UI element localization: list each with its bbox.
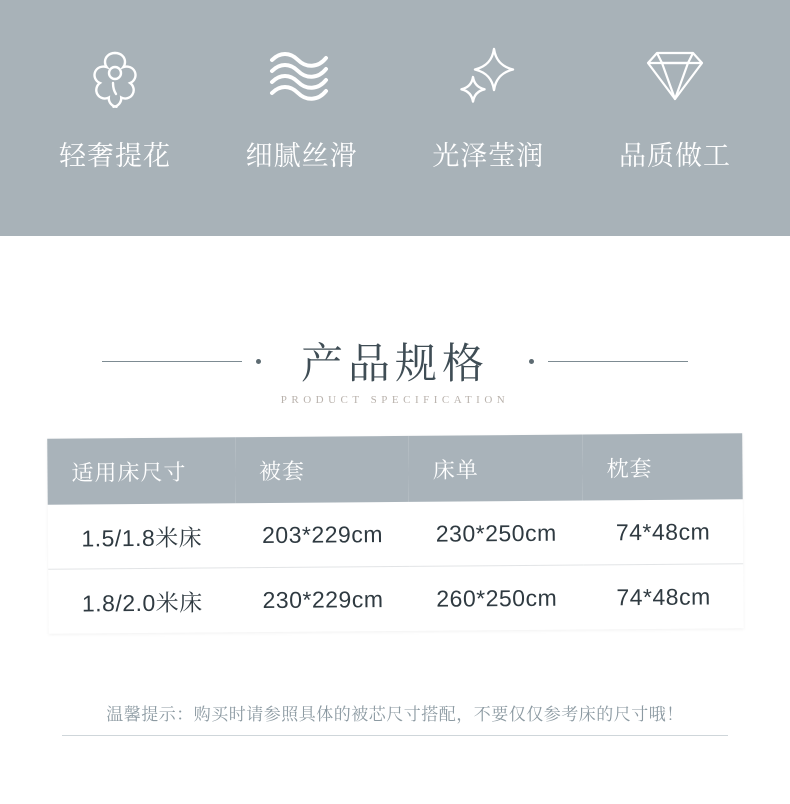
column-header: 被套 [235, 436, 409, 503]
table-cell: 203*229cm [235, 502, 409, 568]
table-cell: 230*250cm [409, 501, 583, 567]
table-cell: 74*48cm [616, 583, 711, 610]
decor-rule-right [548, 361, 688, 362]
page-subtitle: PRODUCT SPECIFICATION [280, 394, 510, 406]
feature-label: 光泽莹润 [432, 141, 545, 171]
table-cell: 230*229cm [262, 585, 384, 613]
table-cell: 1.5/1.8米床 [48, 503, 236, 569]
silk-waves-icon [264, 40, 340, 112]
feature-item-3 [403, 40, 573, 173]
feature-item-2 [217, 40, 387, 173]
table-cell: 74*48cm [583, 499, 743, 565]
table-header-row [47, 433, 742, 504]
note-divider [62, 735, 728, 736]
feature-band [0, 0, 790, 236]
column-header: 床单 [409, 435, 583, 502]
feature-label: 轻奢提花 [59, 141, 171, 171]
feature-label: 品质做工 [618, 141, 731, 171]
decor-rule-left [102, 361, 242, 362]
feature-label: 细腻丝滑 [245, 141, 358, 171]
note-text: 温馨提示：购买时请参照具体的被芯尺寸搭配，不要仅仅参考床的尺寸哦！ [106, 705, 684, 724]
feature-item-4 [590, 40, 760, 173]
decor-dot-left [256, 359, 261, 364]
spec-table [47, 433, 744, 633]
page-title: 产品规格 [300, 342, 489, 388]
table-row [48, 499, 743, 569]
feature-item-1 [30, 40, 200, 173]
title-row [0, 331, 790, 391]
decor-dot-right [529, 359, 534, 364]
table-cell: 260*250cm [436, 584, 558, 612]
table-row [48, 564, 743, 634]
spec-table-wrapper [47, 433, 744, 640]
diamond-icon [636, 40, 714, 112]
table-cell: 1.8/2.0米床 [81, 589, 203, 616]
column-header: 枕套 [582, 433, 742, 500]
column-header: 适用床尺寸 [47, 437, 235, 504]
sparkle-icon [448, 40, 528, 112]
flower-icon [79, 40, 151, 112]
section-title-block [0, 236, 790, 436]
